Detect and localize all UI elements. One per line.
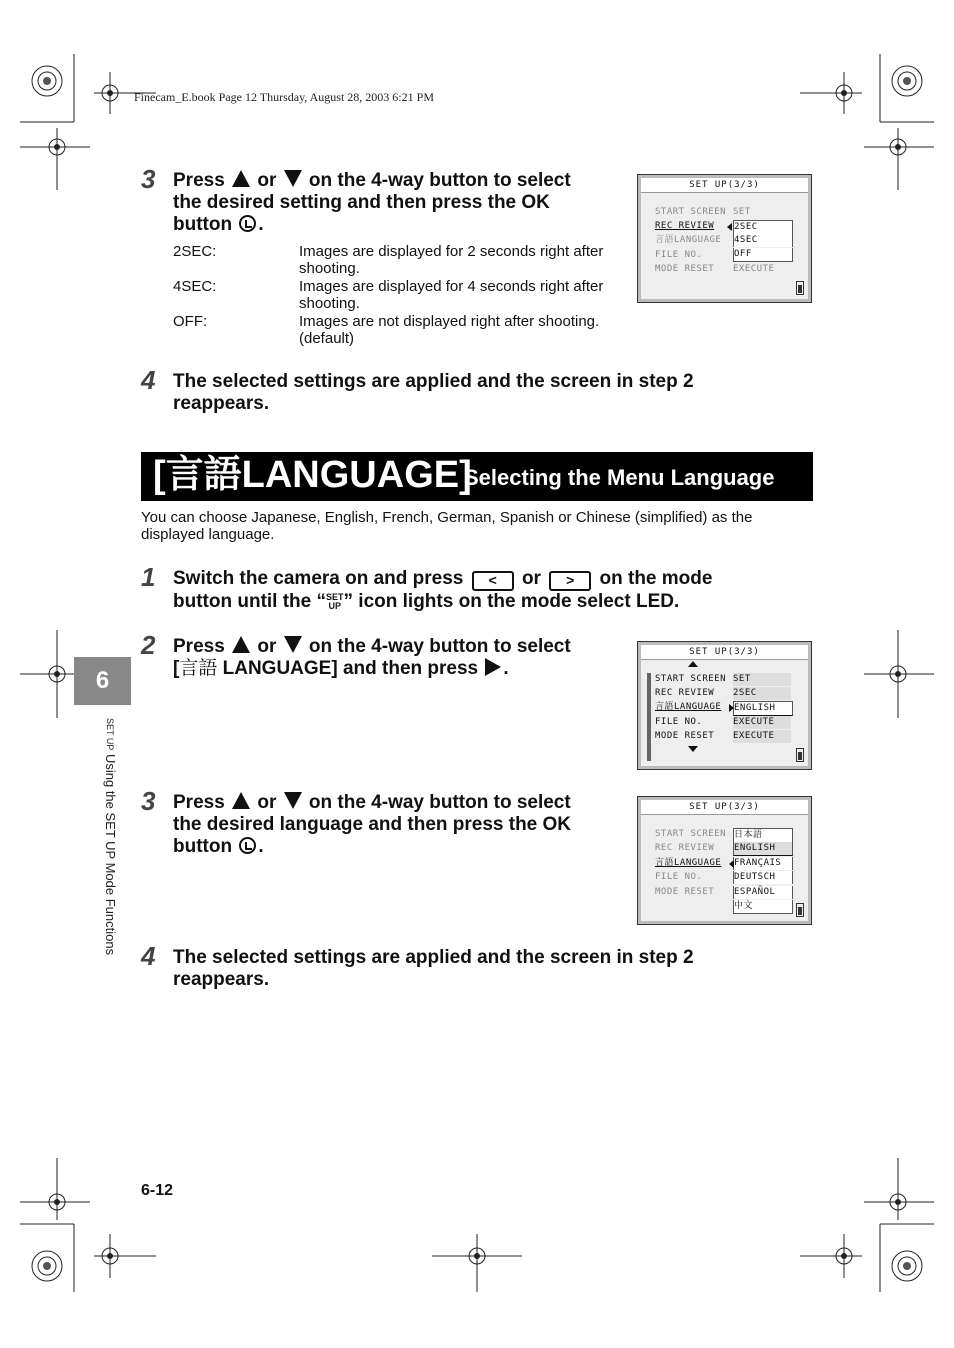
menu-value: 2SEC (733, 687, 791, 700)
right-key-icon: > (549, 571, 591, 591)
text: on the 4-way button to select (308, 792, 571, 813)
down-arrow-icon (284, 170, 302, 187)
option: OFF (733, 248, 793, 262)
page-number: 6-12 (141, 1182, 174, 1199)
step-4-instruction (173, 371, 813, 415)
menu-value: SET (733, 207, 751, 217)
down-arrow-icon (284, 792, 302, 809)
book-header: Finecam_E.book Page 12 Thursday, August 28, 2003 6:21 PM (134, 90, 434, 104)
pointer-icon (727, 223, 732, 231)
step-1-instruction (173, 568, 813, 613)
step-3-instruction (173, 170, 633, 236)
definition-desc: Images are not displayed right after shooting. (default) (299, 313, 600, 347)
definition-item (173, 243, 633, 277)
text: The selected settings are applied and the screen in step 2 (173, 371, 694, 392)
menu-row-selected: 言語LANGUAGE (655, 702, 722, 712)
side-label-text: Using the SET UP Mode Functions (103, 753, 118, 956)
camera-screen-language (637, 796, 812, 925)
text: ” icon lights on the mode select LED. (343, 591, 680, 612)
language-option-selected: ENGLISH (733, 842, 793, 856)
text: on the mode (599, 568, 713, 589)
menu-row: MODE RESET (655, 887, 715, 897)
up-arrow-icon (232, 170, 250, 187)
battery-icon (796, 748, 804, 762)
step-number: 2 (141, 630, 156, 660)
menu-value: EXECUTE (733, 264, 775, 274)
scroll-up-icon (688, 661, 698, 667)
step-3-instruction (173, 792, 633, 858)
scrollbar (647, 673, 651, 761)
text: Press (173, 170, 225, 191)
pointer-icon (729, 704, 734, 712)
menu-row: FILE NO. (655, 872, 703, 882)
ok-button-icon (239, 837, 256, 854)
definition-item (173, 313, 633, 347)
up-arrow-icon (232, 792, 250, 809)
menu-value-selected: ENGLISH (733, 701, 793, 716)
language-icon: 言語 (179, 658, 218, 679)
language-option: FRANÇAIS (733, 857, 793, 870)
language-option: 中文 (733, 900, 793, 914)
step-4-instruction (173, 947, 813, 991)
text: . (503, 658, 509, 679)
setup-icon-bottom: UP (328, 601, 342, 611)
text: on the 4-way button to select (308, 636, 571, 657)
menu-row: REC REVIEW (655, 688, 715, 698)
language-option: ESPAÑOL (733, 886, 793, 899)
text: or (521, 568, 541, 589)
down-arrow-icon (284, 636, 302, 653)
right-arrow-icon (485, 658, 501, 676)
text: the desired setting and then press the OK (173, 192, 550, 213)
screen-title: SET UP(3/3) (641, 178, 808, 193)
text: or (257, 636, 277, 657)
step-number: 1 (141, 562, 156, 592)
option: 4SEC (733, 234, 793, 247)
text: reappears. (173, 969, 270, 990)
text: Switch the camera on and press (173, 568, 464, 589)
camera-screen-setup-menu (637, 641, 812, 770)
step-2-instruction (173, 636, 633, 680)
menu-value: SET (733, 673, 791, 686)
setting-definitions (173, 243, 633, 348)
battery-icon (796, 903, 804, 917)
menu-row: FILE NO. (655, 250, 703, 260)
left-key-icon: < (472, 571, 514, 591)
definition-item (173, 278, 633, 312)
pointer-icon (729, 860, 734, 868)
menu-row: REC REVIEW (655, 843, 715, 853)
text: . (258, 836, 264, 857)
setup-mode-icon (326, 593, 344, 611)
menu-row-selected: REC REVIEW (655, 221, 715, 231)
text: or (257, 170, 277, 191)
text: Press (173, 792, 225, 813)
text: the desired language and then press the OK (173, 814, 572, 835)
screen-title: SET UP(3/3) (641, 800, 808, 815)
step-number: 3 (141, 786, 156, 816)
text: button (173, 214, 233, 235)
section-title: [言語LANGUAGE] (153, 454, 472, 496)
text: [ (173, 658, 180, 679)
menu-row: START SCREEN (655, 674, 727, 684)
battery-icon (796, 281, 804, 295)
definition-desc: Images are displayed for 2 seconds right after shooting. (299, 243, 604, 277)
scroll-down-icon (688, 746, 698, 752)
text: reappears. (173, 393, 270, 414)
text: button (173, 836, 233, 857)
chapter-tab: 6 (74, 657, 131, 705)
option-selected: 2SEC (733, 220, 793, 235)
text: . (258, 214, 264, 235)
screen-title: SET UP(3/3) (641, 645, 808, 660)
text: on the 4-way button to select (308, 170, 571, 191)
definition-desc: Images are displayed for 4 seconds right after shooting. (299, 278, 604, 312)
step-number: 4 (141, 365, 156, 395)
menu-row: START SCREEN (655, 829, 727, 839)
text: Press (173, 636, 225, 657)
up-arrow-icon (232, 636, 250, 653)
step-number: 4 (141, 941, 156, 971)
menu-row: FILE NO. (655, 717, 703, 727)
definition-term: OFF: (173, 313, 208, 330)
menu-row: MODE RESET (655, 264, 715, 274)
menu-value: EXECUTE (733, 716, 791, 729)
menu-value: EXECUTE (733, 730, 791, 743)
definition-term: 2SEC: (173, 243, 217, 260)
text: or (257, 792, 277, 813)
chapter-side-label (103, 718, 118, 955)
menu-row-selected: 言語LANGUAGE (655, 858, 722, 868)
setup-prefix: SET UP (105, 718, 115, 751)
section-title-bar (141, 452, 813, 501)
text: button until the “ (173, 591, 327, 612)
definition-term: 4SEC: (173, 278, 217, 295)
setup-icon-top: SET (326, 592, 344, 602)
menu-row: MODE RESET (655, 731, 715, 741)
section-subtitle: Selecting the Menu Language (464, 465, 775, 490)
ok-button-icon (239, 215, 256, 232)
language-option: 日本語 (733, 828, 793, 842)
camera-screen-rec-review (637, 174, 812, 303)
intro-paragraph: You can choose Japanese, English, French, German, Spanish or Chinese (simplified) as the displayed language. (141, 509, 753, 543)
menu-row: 言語LANGUAGE (655, 235, 722, 245)
text: LANGUAGE] and then press (217, 658, 479, 679)
step-number: 3 (141, 164, 156, 194)
language-option: DEUTSCH (733, 871, 793, 884)
text: The selected settings are applied and the screen in step 2 (173, 947, 694, 968)
menu-row: START SCREEN (655, 207, 727, 217)
